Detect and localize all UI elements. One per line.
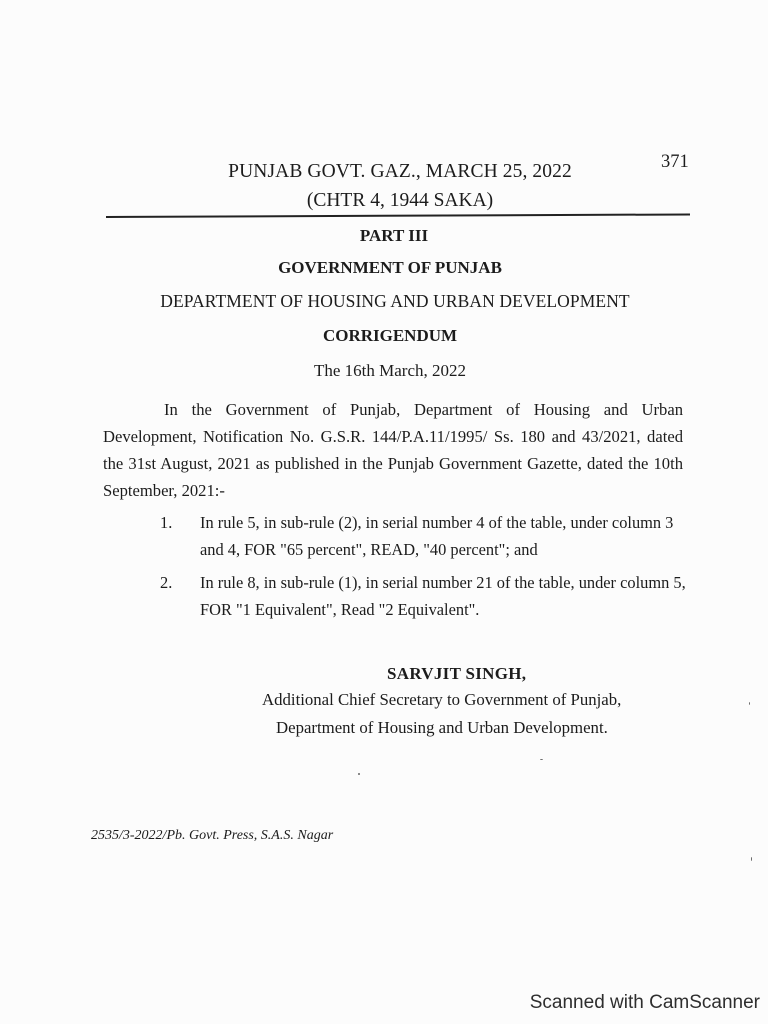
signatory-department: Department of Housing and Urban Development. bbox=[276, 718, 608, 737]
scan-speck bbox=[751, 857, 752, 861]
scan-speck bbox=[540, 759, 543, 760]
press-imprint: 2535/3-2022/Pb. Govt. Press, S.A.S. Nagar bbox=[91, 828, 334, 843]
scan-speck bbox=[749, 702, 750, 705]
corrigendum-heading: CORRIGENDUM bbox=[322, 326, 458, 345]
signatory-name: SARVJIT SINGH, bbox=[387, 664, 527, 683]
page-number: 371 bbox=[661, 152, 689, 172]
part-heading: PART III bbox=[359, 226, 429, 245]
scanner-watermark: Scanned with CamScanner bbox=[529, 992, 760, 1013]
scan-speck bbox=[358, 773, 360, 775]
signatory-title: Additional Chief Secretary to Government of Punjab, bbox=[262, 690, 622, 709]
list-item bbox=[160, 569, 700, 629]
list-item-text: In rule 5, in sub-rule (2), in serial number 4 of the table, under column 3 and 4, FOR "65 percent", READ, "40 percent"; and bbox=[200, 513, 674, 559]
list-item-number: 1. bbox=[160, 513, 173, 532]
header-rule bbox=[106, 213, 690, 218]
intro-paragraph: In the Government of Punjab, Department of Housing and Urban Development, Notification No. G.S.R. 144/P.A.11/1995/ Ss. 180 and 43/2021, dated the 31st August, 2021 as published in the Punjab Government Gazette, dated the 10th September, 2021:- bbox=[103, 400, 683, 500]
list-item bbox=[160, 509, 700, 569]
gazette-header: PUNJAB GOVT. GAZ., MARCH 25, 2022 bbox=[228, 161, 572, 182]
government-heading: GOVERNMENT OF PUNJAB bbox=[278, 258, 502, 277]
list-item-text: In rule 8, in sub-rule (1), in serial number 21 of the table, under column 5, FOR "1 Equivalent", Read "2 Equivalent". bbox=[200, 573, 686, 619]
department-heading: DEPARTMENT OF HOUSING AND URBAN DEVELOPMENT bbox=[160, 291, 630, 311]
list-item-number: 2. bbox=[160, 573, 173, 592]
saka-date-line: (CHTR 4, 1944 SAKA) bbox=[306, 190, 494, 211]
notice-date: The 16th March, 2022 bbox=[313, 361, 467, 380]
